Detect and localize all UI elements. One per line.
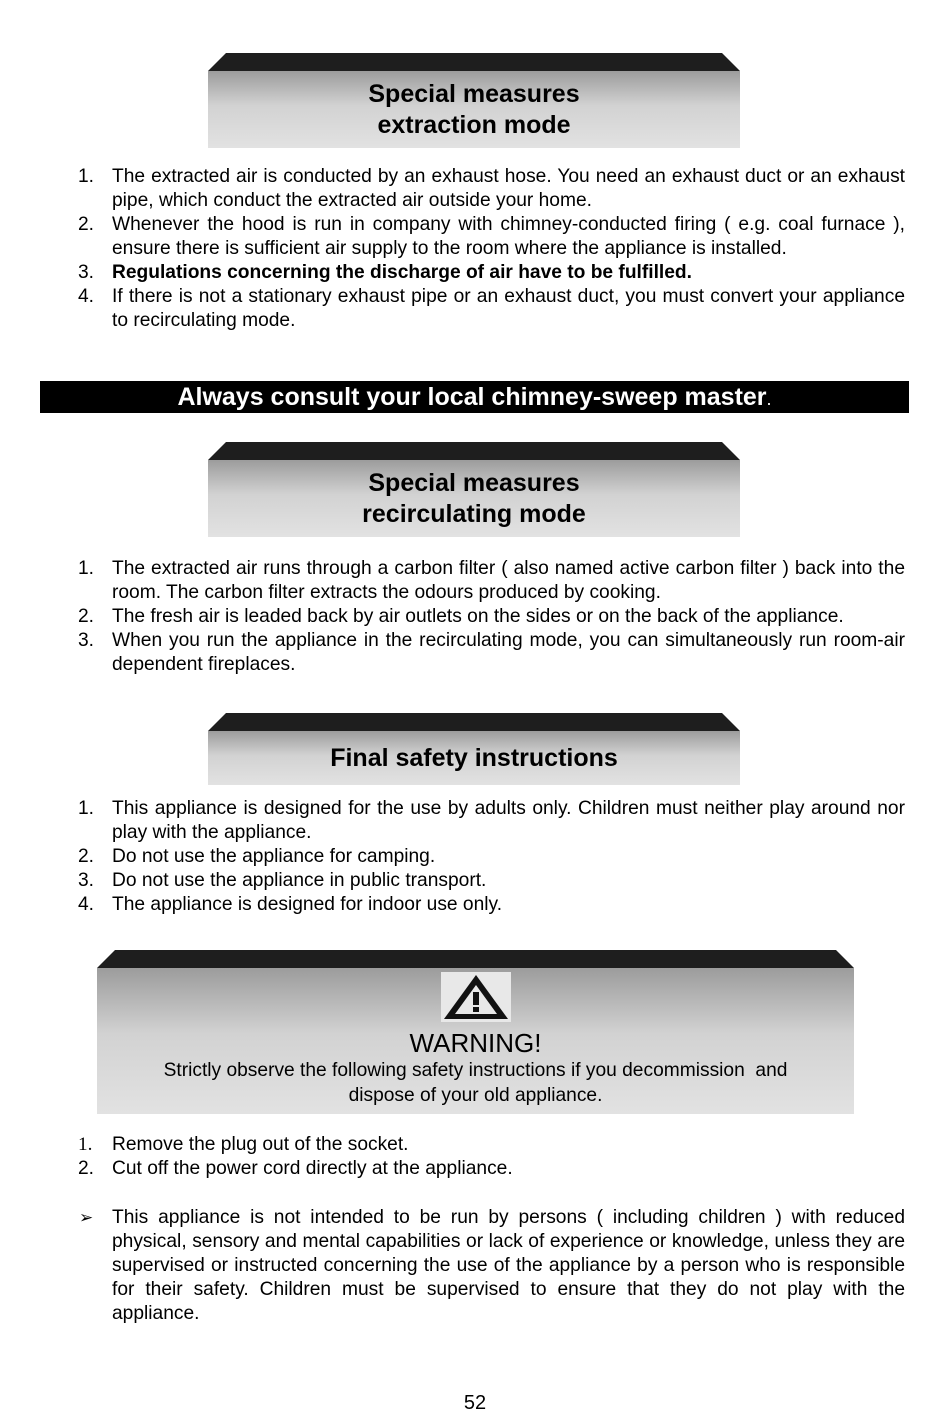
list-item <box>0 213 905 261</box>
header-title: Final safety instructions <box>330 743 618 772</box>
list-item-number: 2. <box>78 606 95 627</box>
list-item-number: 2. <box>78 214 95 235</box>
list-item <box>0 869 905 893</box>
list-item-number: 4. <box>78 894 95 915</box>
recirculating-mode-list <box>0 557 905 677</box>
header-title-line1: Special measures <box>368 468 580 497</box>
list-item-text: If there is not a stationary exhaust pipe or an exhaust duct, you must convert your appliance to recirculating mode. <box>112 286 905 331</box>
list-item-number: 3. <box>78 630 95 651</box>
list-item-text: The fresh air is leaded back by air outlets on the sides or on the back of the appliance. <box>112 606 844 627</box>
bullet-text: This appliance is not intended to be run by persons ( including children ) with reduced physical, sensory and mental capabilities or lack of experience or knowledge, unless they are supervised or instructed concerning the use of the appliance by a person who is responsible for their safety. Children must be supervised to ensure that they do not play with the appliance. <box>112 1207 905 1324</box>
list-item-text: Whenever the hood is run in company with chimney-conducted firing ( e.g. coal furnace ), ensure there is sufficient air supply to the room where the appliance is installed. <box>112 214 905 259</box>
header-title-line2: recirculating mode <box>362 499 586 528</box>
warning-box <box>97 950 854 1114</box>
list-item-number: 1. <box>78 798 95 819</box>
header-title-line1: Special measures <box>368 79 580 108</box>
list-item <box>0 1157 905 1181</box>
page-number: 52 <box>463 1392 487 1414</box>
list-item-number: 1. <box>78 558 95 579</box>
final-safety-list <box>0 797 905 917</box>
list-item <box>0 893 905 917</box>
list-item-text: The appliance is designed for indoor use only. <box>112 894 503 915</box>
list-item <box>0 797 905 845</box>
arrow-bullet-icon: ➢ <box>79 1208 94 1228</box>
chimney-sweep-banner <box>40 381 909 413</box>
list-item-text: Remove the plug out of the socket. <box>112 1134 409 1155</box>
list-item-text: Cut off the power cord directly at the appliance. <box>112 1158 513 1179</box>
list-item <box>0 845 905 869</box>
list-item-number: 3. <box>78 262 95 283</box>
list-item <box>0 605 905 629</box>
list-item <box>0 1133 905 1157</box>
list-item-number: 1. <box>78 1134 93 1155</box>
list-item <box>0 629 905 677</box>
list-item-number: 2. <box>78 846 95 867</box>
header-final-safety <box>208 713 740 785</box>
list-item-number: 3. <box>78 870 95 891</box>
header-title-line2: extraction mode <box>377 110 571 139</box>
warning-title: WARNING! <box>409 1028 542 1058</box>
warning-text-line2: dispose of your old appliance. <box>348 1085 603 1106</box>
persons-note <box>0 1206 905 1326</box>
list-item <box>0 165 905 213</box>
list-item <box>0 261 905 285</box>
list-item <box>0 285 905 333</box>
list-item-text: The extracted air runs through a carbon filter ( also named active carbon filter ) back into the room. The carbon filter extracts the odours produced by cooking. <box>112 558 905 603</box>
banner-period: . <box>766 389 772 409</box>
warning-triangle-icon <box>441 972 511 1022</box>
header-extraction-mode <box>208 53 740 148</box>
header-recirculating-mode <box>208 442 740 537</box>
list-item-text: When you run the appliance in the recirculating mode, you can simultaneously run room-air dependent fireplaces. <box>112 630 905 675</box>
decommission-list <box>0 1133 905 1181</box>
list-item <box>0 557 905 605</box>
list-item-text: The extracted air is conducted by an exhaust hose. You need an exhaust duct or an exhaust pipe, which conduct the extracted air outside your home. <box>112 166 905 211</box>
list-item-number: 2. <box>78 1158 95 1179</box>
banner-text: Always consult your local chimney-sweep master <box>177 383 767 411</box>
list-item-text: This appliance is designed for the use by adults only. Children must neither play around nor play with the appliance. <box>112 798 905 843</box>
list-item-number: 4. <box>78 286 95 307</box>
warning-text-line1: Strictly observe the following safety instructions if you decommission and <box>163 1060 788 1081</box>
bullet-item <box>0 1206 905 1326</box>
list-item-text: Do not use the appliance in public transport. <box>112 870 487 891</box>
list-item-number: 1. <box>78 166 95 187</box>
list-item-text: Regulations concerning the discharge of air have to be fulfilled. <box>112 262 692 283</box>
list-item-text: Do not use the appliance for camping. <box>112 846 436 867</box>
extraction-mode-list <box>0 165 905 333</box>
